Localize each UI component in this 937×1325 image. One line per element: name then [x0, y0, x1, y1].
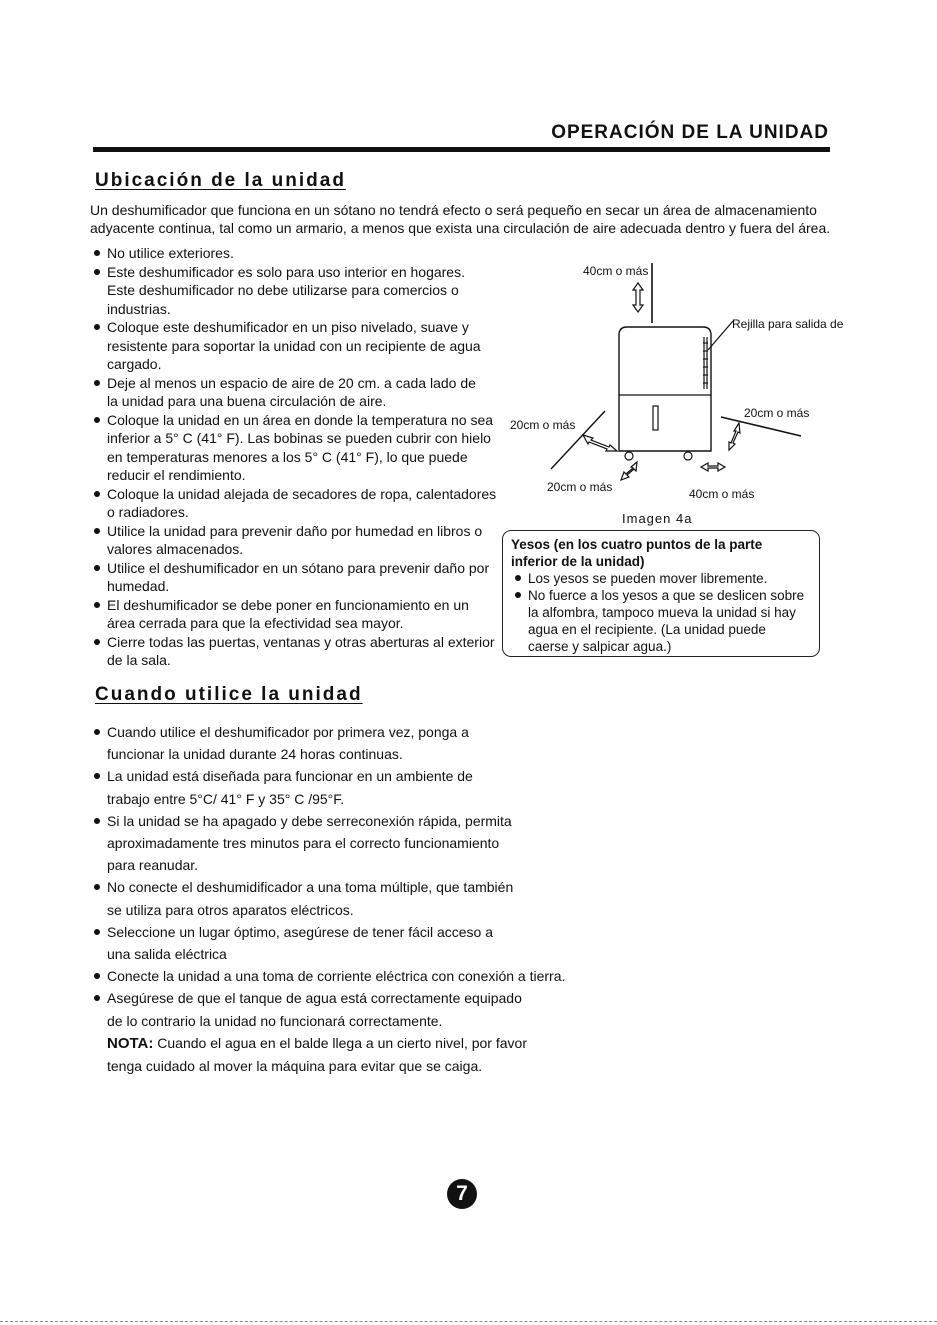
- note-title-line: inferior de la unidad): [511, 554, 645, 569]
- casters-note-box: [502, 530, 820, 657]
- list-item-line: caerse y salpicar agua.): [528, 639, 672, 654]
- section-heading-uso: Cuando utilice la unidad: [95, 684, 363, 705]
- list-item-line: valores almacenados.: [107, 541, 244, 557]
- clearance-label-top: 40cm o más: [583, 264, 649, 278]
- list-item: [90, 411, 500, 485]
- clearance-label-right: 20cm o más: [744, 406, 810, 420]
- usage-bullet-list: [90, 721, 566, 1077]
- list-item: [90, 244, 500, 263]
- list-item-line: Cierre todas las puertas, ventanas y otras aberturas al exterior: [107, 633, 495, 650]
- list-item: [90, 596, 500, 633]
- list-item-line: reducir el rendimiento.: [107, 467, 246, 483]
- header-rule: [93, 147, 830, 152]
- list-item-line: Utilice el deshumificador en un sótano para prevenir daño por: [107, 559, 490, 576]
- list-item-line: No utilice exteriores.: [107, 245, 234, 261]
- list-item-line: humedad.: [107, 578, 170, 594]
- list-item-line: de la sala.: [107, 652, 171, 668]
- nota-text: Cuando el agua en el balde llega a un cierto nivel, por favor: [157, 1034, 527, 1051]
- list-item-line: agua en el recipiente. (La unidad puede: [528, 622, 766, 637]
- list-item-line: resistente para soportar la unidad con un recipiente de agua: [107, 337, 481, 354]
- intro-line: adyacente continua, tal como un armario, a menos que exista una circulación de aire adecuada dentro y fuera del área.: [90, 220, 831, 236]
- list-item-line: Este deshumificador no debe utilizarse para comercios o: [107, 282, 459, 298]
- list-item-line: la unidad para una buena circulación de aire.: [107, 393, 387, 409]
- list-item-line: inferior a 5° C (41° F). Las bobinas se pueden cubrir con hielo: [107, 430, 491, 446]
- list-item: [511, 570, 819, 587]
- list-item: [90, 318, 500, 374]
- list-item-line: industrias.: [107, 300, 171, 317]
- list-item-line: Cuando utilice el deshumificador por primera vez, ponga a: [107, 724, 469, 740]
- page-header-title: OPERACIÓN DE LA UNIDAD: [551, 122, 829, 143]
- nota-label: NOTA:: [107, 1034, 154, 1052]
- list-item-line: Coloque la unidad alejada de secadores de ropa, calentadores: [107, 485, 497, 502]
- clearance-label-bottom-right: 40cm o más: [689, 487, 755, 501]
- list-item-line: Los yesos se pueden mover libremente.: [528, 571, 768, 586]
- list-item-line: Coloque este deshumificador en un piso nivelado, suave y: [107, 319, 469, 335]
- list-item: [90, 765, 560, 809]
- bottom-divider: [0, 1321, 937, 1322]
- intro-paragraph: [90, 201, 831, 237]
- list-item: [90, 522, 500, 559]
- placement-clearance-diagram: [505, 255, 865, 530]
- list-item-line: aproximadamente tres minutos para el correcto funcionamiento: [107, 835, 500, 852]
- list-item-line: Si la unidad se ha apagado y debe serreconexión rápida, permita: [107, 812, 512, 829]
- nota-line: [107, 1032, 560, 1055]
- list-item-line: Coloque la unidad en un área en donde la temperatura no sea: [107, 411, 494, 428]
- list-item-line: trabajo entre 5°C/ 41° F y 35° C /95°F.: [107, 790, 345, 807]
- list-item-line: Deje al menos un espacio de aire de 20 cm. a cada lado de: [107, 374, 476, 391]
- list-item-line: área cerrada para que la efectividad sea mayor.: [107, 615, 404, 631]
- clearance-label-bottom-left: 20cm o más: [547, 480, 613, 494]
- list-item-line: El deshumificador se debe poner en funcionamiento en un: [107, 596, 469, 613]
- list-item-line: se utiliza para otros aparatos eléctricos.: [107, 901, 354, 918]
- section-heading-ubicacion: Ubicación de la unidad: [95, 170, 346, 191]
- list-item: [90, 721, 560, 765]
- list-item-line: para reanudar.: [107, 857, 199, 874]
- list-item-line: la alfombra, tampoco mueva la unidad si hay: [528, 605, 796, 620]
- list-item: [511, 587, 819, 655]
- note-box-list: [511, 570, 819, 655]
- list-item: [90, 559, 500, 596]
- list-item-line: en temperaturas menores a los 5° C (41° F), lo que puede: [107, 448, 468, 465]
- list-item: [90, 876, 560, 920]
- list-item: [90, 965, 566, 987]
- list-item-line: o radiadores.: [107, 504, 189, 520]
- list-item: [90, 987, 560, 1077]
- list-item-line: Este deshumificador es solo para uso interior en hogares.: [107, 263, 465, 280]
- figure-caption: Imagen 4a: [622, 511, 693, 526]
- grille-label: Rejilla para salida de: [732, 317, 844, 331]
- list-item: [90, 810, 560, 877]
- list-item: [90, 374, 500, 411]
- list-item-line: funcionar la unidad durante 24 horas continuas.: [107, 746, 403, 763]
- note-box-title: [511, 536, 819, 570]
- list-item: [90, 263, 500, 319]
- list-item: [90, 485, 500, 522]
- list-item: [90, 921, 560, 965]
- page-number: 7: [447, 1179, 477, 1209]
- list-item-line: Utilice la unidad para prevenir daño por humedad en libros o: [107, 522, 483, 539]
- list-item-line: de lo contrario la unidad no funcionará correctamente.: [107, 1012, 443, 1029]
- list-item-line: No conecte el deshumidificador a una toma múltiple, que también: [107, 879, 514, 896]
- list-item-line: una salida eléctrica: [107, 946, 227, 963]
- list-item: [90, 633, 500, 670]
- nota-text: tenga cuidado al mover la máquina para evitar que se caiga.: [107, 1058, 483, 1075]
- list-item-line: Asegúrese de que el tanque de agua está correctamente equipado: [107, 990, 522, 1007]
- list-item-line: Seleccione un lugar óptimo, asegúrese de tener fácil acceso a: [107, 923, 494, 940]
- list-item-line: No fuerce a los yesos a que se deslicen sobre: [528, 588, 805, 603]
- clearance-label-left: 20cm o más: [510, 418, 576, 432]
- list-item-line: La unidad está diseñada para funcionar en un ambiente de: [107, 768, 473, 785]
- list-item-line: Conecte la unidad a una toma de corriente eléctrica con conexión a tierra.: [107, 968, 566, 985]
- list-item-line: cargado.: [107, 356, 162, 372]
- note-title-line: Yesos (en los cuatro puntos de la parte: [511, 537, 763, 552]
- intro-line: Un deshumificador que funciona en un sótano no tendrá efecto o será pequeño en secar un área de almacenamiento: [90, 202, 817, 218]
- placement-bullet-list: [90, 244, 500, 670]
